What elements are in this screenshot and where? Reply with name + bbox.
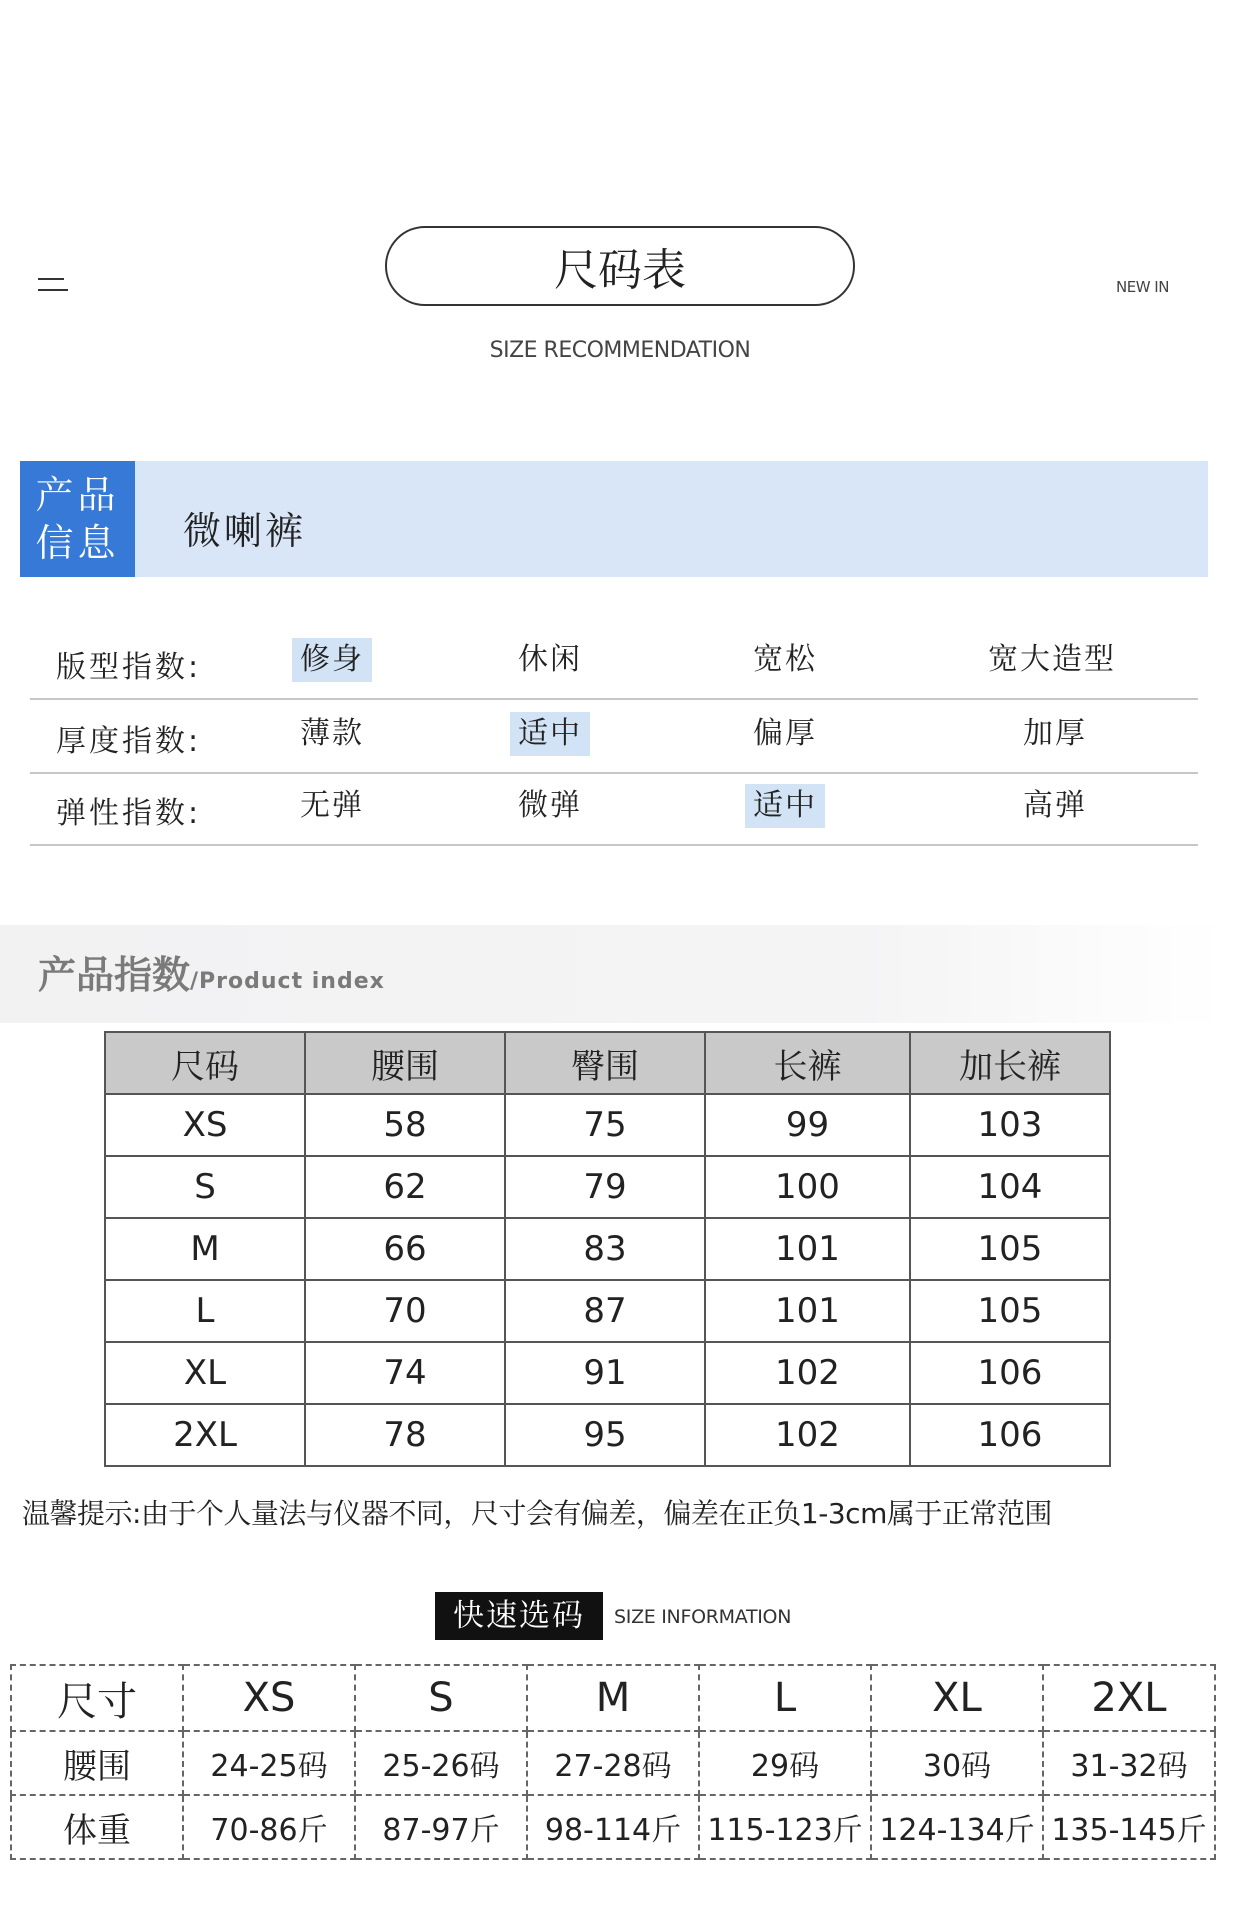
cell-long-length: 105: [910, 1218, 1110, 1280]
quick-cell: 30码: [871, 1731, 1043, 1795]
cell-long-length: 106: [910, 1342, 1110, 1404]
cell-long-length: 103: [910, 1094, 1110, 1156]
quick-cell: 27-28码: [527, 1731, 699, 1795]
product-index-heading: [38, 944, 385, 999]
thickness-option-medium: 适中: [510, 712, 590, 756]
cell-waist: 62: [305, 1156, 505, 1218]
quick-header-s: S: [355, 1665, 527, 1731]
header-size: 尺码: [105, 1032, 305, 1094]
elasticity-option-none: 无弹: [300, 788, 364, 823]
cell-size: 2XL: [105, 1404, 305, 1466]
quick-select-subtitle: SIZE INFORMATION: [614, 1606, 792, 1628]
thickness-option-thin: 薄款: [300, 716, 364, 751]
table-row: [11, 1795, 1215, 1859]
quick-cell: 24-25码: [183, 1731, 355, 1795]
product-info-tag: [20, 461, 135, 577]
cell-length: 101: [705, 1280, 910, 1342]
table-row: [105, 1156, 1110, 1218]
cell-size: XS: [105, 1094, 305, 1156]
cell-waist: 66: [305, 1218, 505, 1280]
table-row: [105, 1342, 1110, 1404]
quick-cell: 31-32码: [1043, 1731, 1215, 1795]
fit-index-label: 版型指数:: [56, 650, 202, 685]
page-subtitle: SIZE RECOMMENDATION: [489, 338, 751, 363]
elasticity-option-slight: 微弹: [518, 788, 582, 823]
cell-length: 99: [705, 1094, 910, 1156]
product-name: 微喇裤: [183, 509, 307, 553]
quick-header-xl: XL: [871, 1665, 1043, 1731]
product-index-title: 产品指数: [38, 953, 191, 997]
thickness-option-thick: 偏厚: [753, 716, 817, 751]
cell-waist: 58: [305, 1094, 505, 1156]
cell-waist: 70: [305, 1280, 505, 1342]
cell-long-length: 104: [910, 1156, 1110, 1218]
cell-waist: 74: [305, 1342, 505, 1404]
table-row: [105, 1404, 1110, 1466]
table-row: [105, 1218, 1110, 1280]
cell-hip: 75: [505, 1094, 705, 1156]
product-info-tag-line2: 信息: [35, 521, 120, 565]
quick-header-m: M: [527, 1665, 699, 1731]
fit-option-slim: 修身: [292, 638, 372, 682]
quick-cell: 70-86斤: [183, 1795, 355, 1859]
menu-icon[interactable]: [38, 278, 68, 300]
size-table-header: [105, 1032, 1110, 1094]
quick-cell: 124-134斤: [871, 1795, 1043, 1859]
cell-hip: 91: [505, 1342, 705, 1404]
table-row: [11, 1731, 1215, 1795]
cell-long-length: 105: [910, 1280, 1110, 1342]
elasticity-option-medium: 适中: [745, 784, 825, 828]
cell-long-length: 106: [910, 1404, 1110, 1466]
quick-cell: 29码: [699, 1731, 871, 1795]
size-table: [104, 1031, 1111, 1467]
fit-option-loose: 宽松: [753, 642, 817, 677]
cell-hip: 95: [505, 1404, 705, 1466]
cell-size: M: [105, 1218, 305, 1280]
quick-select-table: [10, 1664, 1216, 1860]
measurement-tip: 温馨提示:由于个人量法与仪器不同，尺寸会有偏差，偏差在正负1-3cm属于正常范围: [22, 1497, 1052, 1530]
cell-waist: 78: [305, 1404, 505, 1466]
quick-header-2xl: 2XL: [1043, 1665, 1215, 1731]
cell-size: S: [105, 1156, 305, 1218]
cell-hip: 79: [505, 1156, 705, 1218]
cell-size: L: [105, 1280, 305, 1342]
thickness-option-extra-thick: 加厚: [1023, 716, 1087, 751]
quick-select-title: 快速选码: [435, 1592, 603, 1640]
fit-index-row: [30, 626, 1198, 700]
quick-cell: 115-123斤: [699, 1795, 871, 1859]
table-row: [105, 1280, 1110, 1342]
header-waist: 腰围: [305, 1032, 505, 1094]
header-pants-length: 长裤: [705, 1032, 910, 1094]
quick-cell: 87-97斤: [355, 1795, 527, 1859]
elasticity-index-label: 弹性指数:: [56, 796, 202, 831]
thickness-index-label: 厚度指数:: [56, 724, 202, 759]
cell-size: XL: [105, 1342, 305, 1404]
quick-cell: 25-26码: [355, 1731, 527, 1795]
quick-row-label-waist: 腰围: [11, 1731, 183, 1795]
cell-hip: 83: [505, 1218, 705, 1280]
quick-header-size: 尺寸: [11, 1665, 183, 1731]
product-info-tag-line1: 产品: [35, 473, 120, 517]
new-in-badge: NEW IN: [1116, 278, 1169, 296]
quick-header-xs: XS: [183, 1665, 355, 1731]
cell-length: 100: [705, 1156, 910, 1218]
quick-table-header: [11, 1665, 1215, 1731]
elasticity-index-row: [30, 772, 1198, 846]
page-title: 尺码表: [385, 226, 855, 306]
cell-hip: 87: [505, 1280, 705, 1342]
header-long-pants-length: 加长裤: [910, 1032, 1110, 1094]
quick-header-l: L: [699, 1665, 871, 1731]
fit-option-casual: 休闲: [518, 642, 582, 677]
quick-cell: 98-114斤: [527, 1795, 699, 1859]
thickness-index-row: [30, 700, 1198, 774]
elasticity-option-high: 高弹: [1023, 788, 1087, 823]
cell-length: 102: [705, 1342, 910, 1404]
header-hip: 臀围: [505, 1032, 705, 1094]
fit-option-oversized: 宽大造型: [988, 642, 1116, 677]
cell-length: 101: [705, 1218, 910, 1280]
quick-cell: 135-145斤: [1043, 1795, 1215, 1859]
quick-row-label-weight: 体重: [11, 1795, 183, 1859]
table-row: [105, 1094, 1110, 1156]
product-index-subtitle: /Product index: [190, 969, 385, 994]
cell-length: 102: [705, 1404, 910, 1466]
